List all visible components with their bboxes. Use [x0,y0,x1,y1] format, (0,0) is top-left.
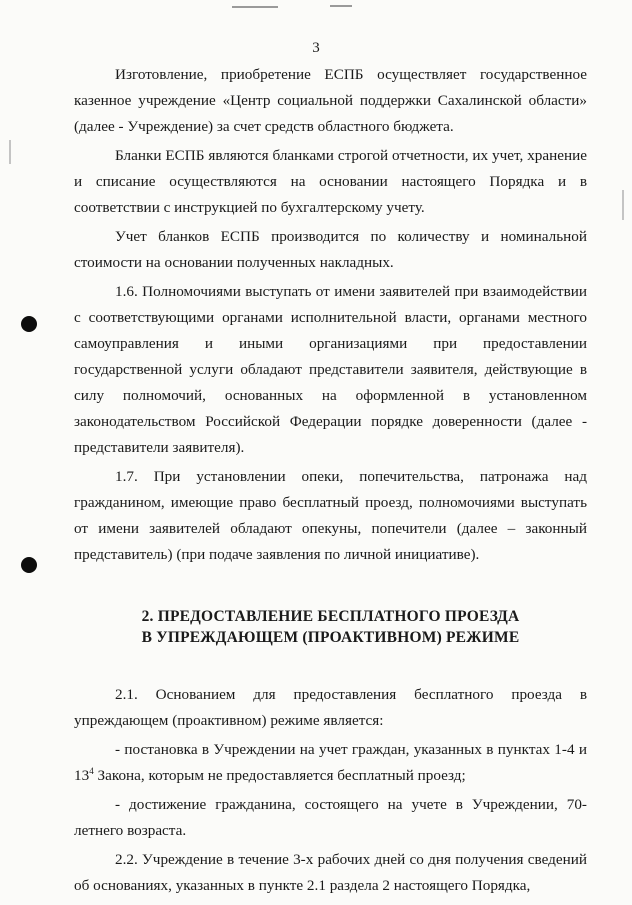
paragraph-manufacture: Изготовление, приобретение ЕСПБ осуществляет государственное казенное учреждение «Центр социальной поддержки Сахалинской области» (далее - Учреждение) за счет средств областного бюджета. [74,66,587,135]
paragraph-2-1: 2.1. Основанием для предоставления бесплатного проезда в упреждающем (проактивном) режиме является: [74,686,587,729]
scan-speck [232,6,278,8]
section-heading [74,606,587,648]
document-body [74,62,587,899]
scan-speck [330,5,352,7]
scan-speck [622,190,624,220]
punch-hole [21,557,37,573]
paragraph-2-2: 2.2. Учреждение в течение 3-х рабочих дней со дня получения сведений об основаниях, указанных в пункте 2.1 раздела 2 настоящего Порядка, [74,851,587,894]
punch-hole [21,316,37,332]
item-1-superscript: 4 [89,765,94,776]
item-1-text-end: Закона, которым не предоставляется бесплатный проезд; [93,767,466,784]
section-heading-line-2: В УПРЕЖДАЮЩЕМ (ПРОАКТИВНОМ) РЕЖИМЕ [141,629,520,646]
paragraph-blanks-reporting: Бланки ЕСПБ являются бланками строгой отчетности, их учет, хранение и списание осуществляются на основании настоящего Порядка и в соответствии с инструкцией по бухгалтерскому учету. [74,147,587,216]
item-1-text: - постановка в Учреждении на учет граждан, указанных в пунктах 1-4 и 13 [74,741,587,784]
paragraph-1-7: 1.7. При установлении опеки, попечительства, патронажа над гражданином, имеющие право бесплатный проезд, полномочиями выступать от имени заявителей обладают опекуны, попечители (далее – законный представитель) (при подаче заявления по личной инициативе). [74,468,587,563]
paragraph-blanks-accounting: Учет бланков ЕСПБ производится по количеству и номинальной стоимости на основании полученных накладных. [74,228,587,271]
paragraph-2-1-item-2: - достижение гражданина, состоящего на учете в Учреждении, 70-летнего возраста. [74,796,587,839]
paragraph-2-1-item-1 [74,737,587,789]
section-heading-line-1: 2. ПРЕДОСТАВЛЕНИЕ БЕСПЛАТНОГО ПРОЕЗДА [141,608,520,625]
page-number: 3 [312,40,320,56]
paragraph-1-6: 1.6. Полномочиями выступать от имени заявителей при взаимодействии с соответствующими органами исполнительной власти, органами местного самоуправления и иными организациями при предоставлении государственной услуги обладают представители заявителя, действующие в силу полномочий, основанных на оформленной в установленном законодательством Российской Федерации порядке доверенности (далее - представители заявителя). [74,283,587,456]
scan-speck [9,140,11,164]
